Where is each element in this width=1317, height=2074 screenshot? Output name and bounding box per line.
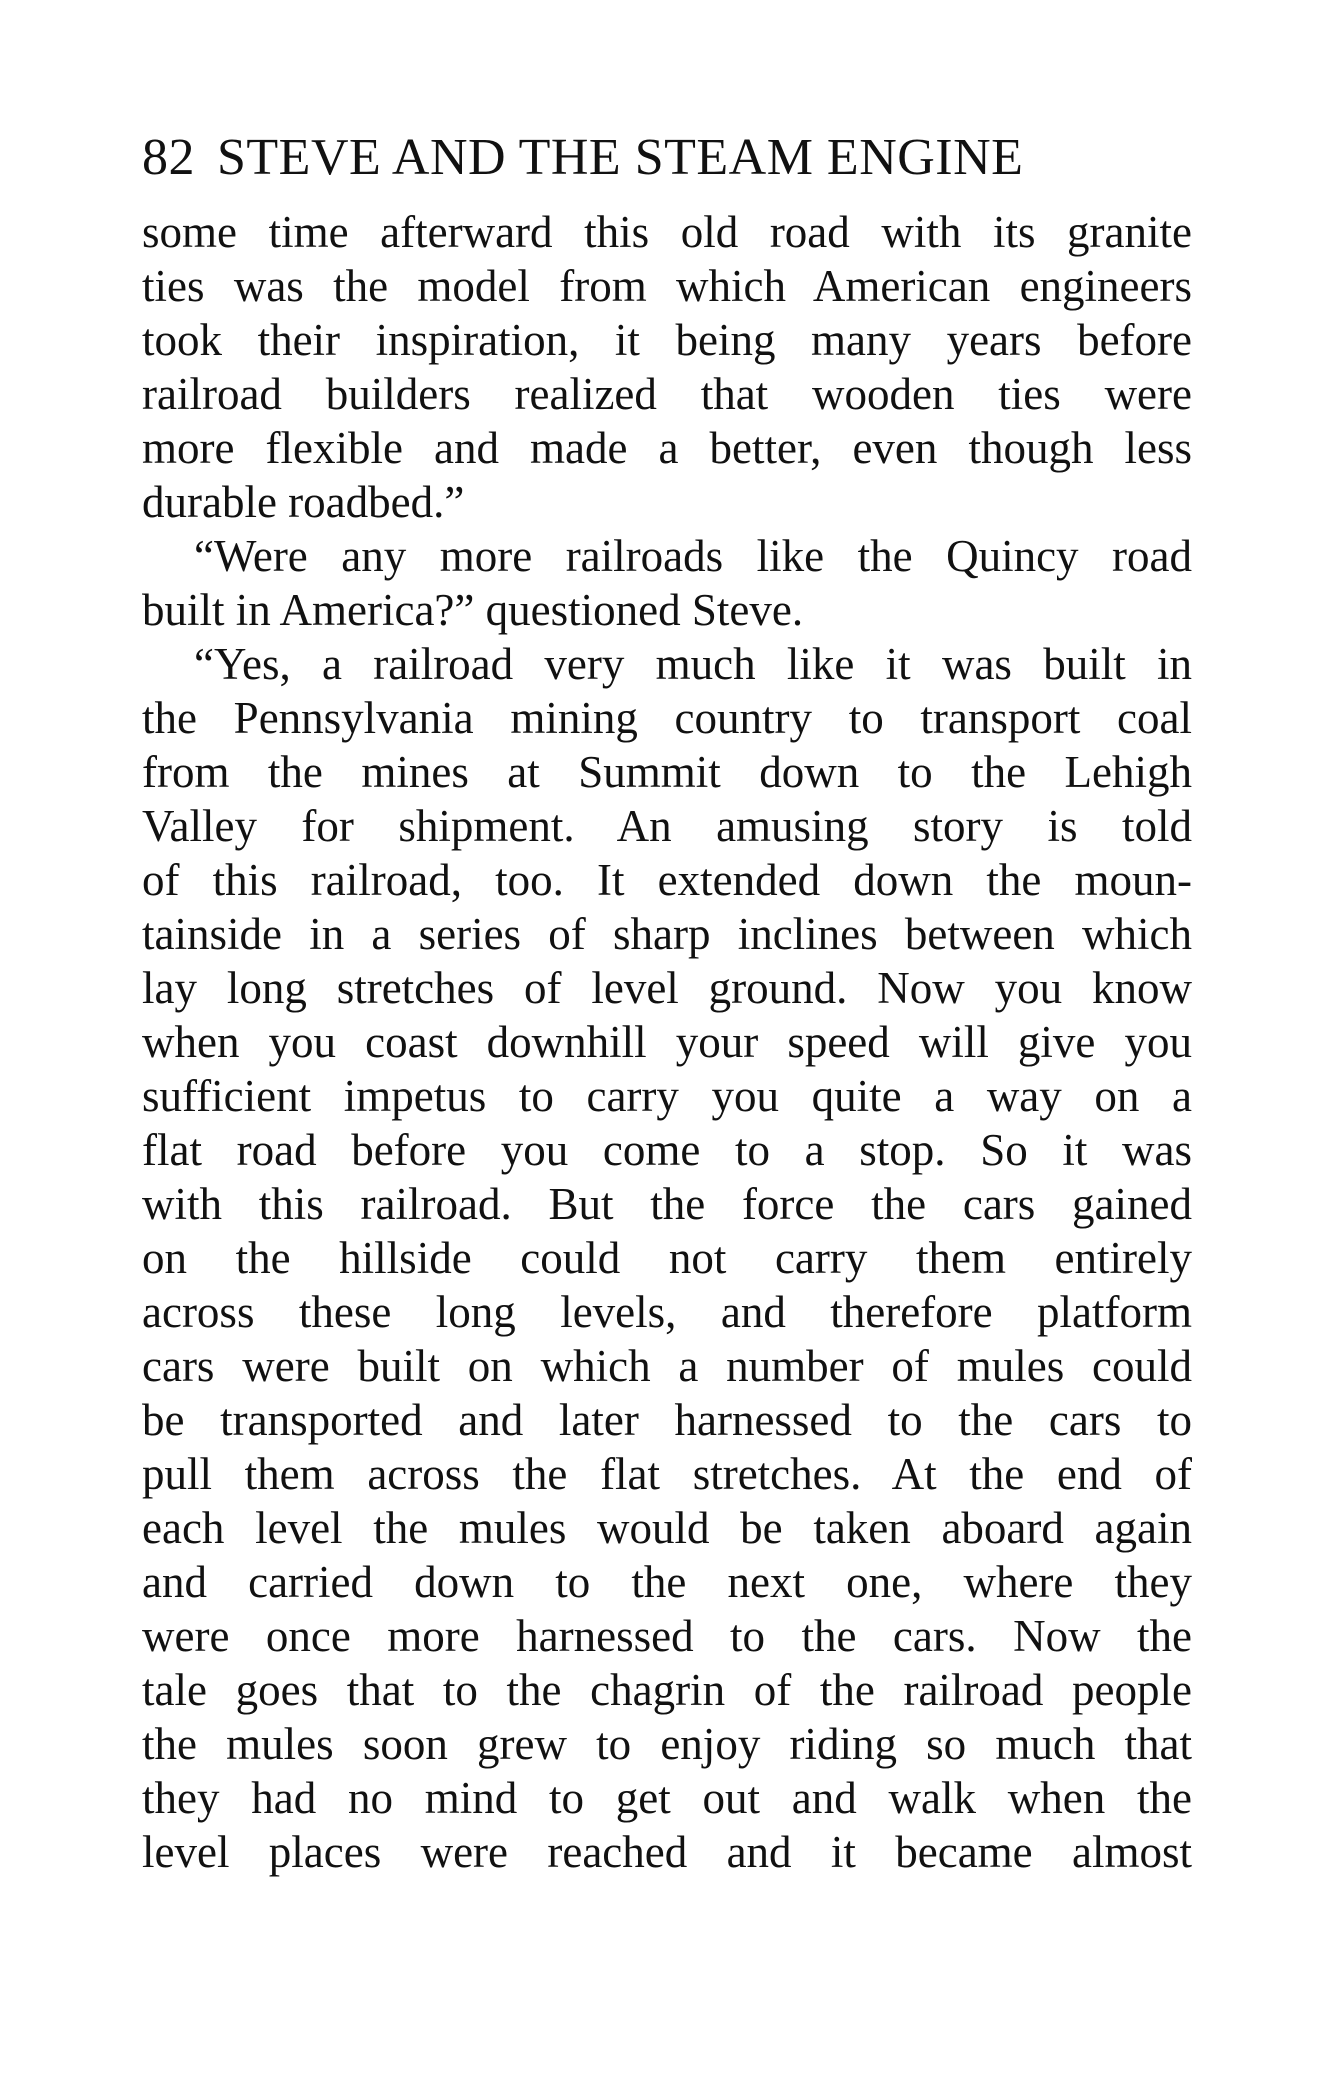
text-line: pull them across the flat stretches. At the end of [142, 1449, 1192, 1499]
body-text [142, 205, 1192, 1879]
text-line: and carried down to the next one, where they [142, 1557, 1192, 1607]
text-line: across these long levels, and therefore platform [142, 1287, 1192, 1337]
text-line: “Were any more railroads like the Quincy road [194, 531, 1192, 581]
text-line: when you coast downhill your speed will give you [142, 1017, 1192, 1067]
text-line: some time afterward this old road with its granite [142, 207, 1192, 257]
text-line: were once more harnessed to the cars. Now the [142, 1611, 1192, 1661]
text-line: built in America?” questioned Steve. [142, 585, 804, 635]
text-line: Valley for shipment. An amusing story is told [142, 801, 1192, 851]
paragraph [142, 205, 1192, 529]
text-line: they had no mind to get out and walk when the [142, 1773, 1192, 1823]
text-line: more flexible and made a better, even though less [142, 423, 1192, 473]
text-line: “Yes, a railroad very much like it was built in [194, 639, 1192, 689]
paragraph [142, 529, 1192, 637]
text-line: each level the mules would be taken aboard again [142, 1503, 1192, 1553]
paragraph [142, 637, 1192, 1879]
running-header [142, 128, 1142, 187]
text-line: tale goes that to the chagrin of the railroad people [142, 1665, 1192, 1715]
text-line: be transported and later harnessed to the cars to [142, 1395, 1192, 1445]
text-line: lay long stretches of level ground. Now you know [142, 963, 1192, 1013]
page-number: 82 [142, 129, 195, 186]
text-line: from the mines at Summit down to the Lehigh [142, 747, 1192, 797]
text-line: with this railroad. But the force the cars gained [142, 1179, 1192, 1229]
text-line: durable roadbed.” [142, 477, 465, 527]
text-line: took their inspiration, it being many years before [142, 315, 1192, 365]
text-line: flat road before you come to a stop. So it was [142, 1125, 1192, 1175]
running-title: STEVE AND THE STEAM ENGINE [217, 129, 1024, 186]
text-line: ties was the model from which American engineers [142, 261, 1192, 311]
text-line: of this railroad, too. It extended down the moun- [142, 855, 1192, 905]
text-line: cars were built on which a number of mules could [142, 1341, 1192, 1391]
text-line: tainside in a series of sharp inclines between which [142, 909, 1192, 959]
text-line: railroad builders realized that wooden ties were [142, 369, 1192, 419]
text-line: the mules soon grew to enjoy riding so much that [142, 1719, 1192, 1769]
text-line: level places were reached and it became almost [142, 1827, 1192, 1877]
text-line: sufficient impetus to carry you quite a way on a [142, 1071, 1192, 1121]
text-line: the Pennsylvania mining country to transport coal [142, 693, 1192, 743]
text-line: on the hillside could not carry them entirely [142, 1233, 1192, 1283]
